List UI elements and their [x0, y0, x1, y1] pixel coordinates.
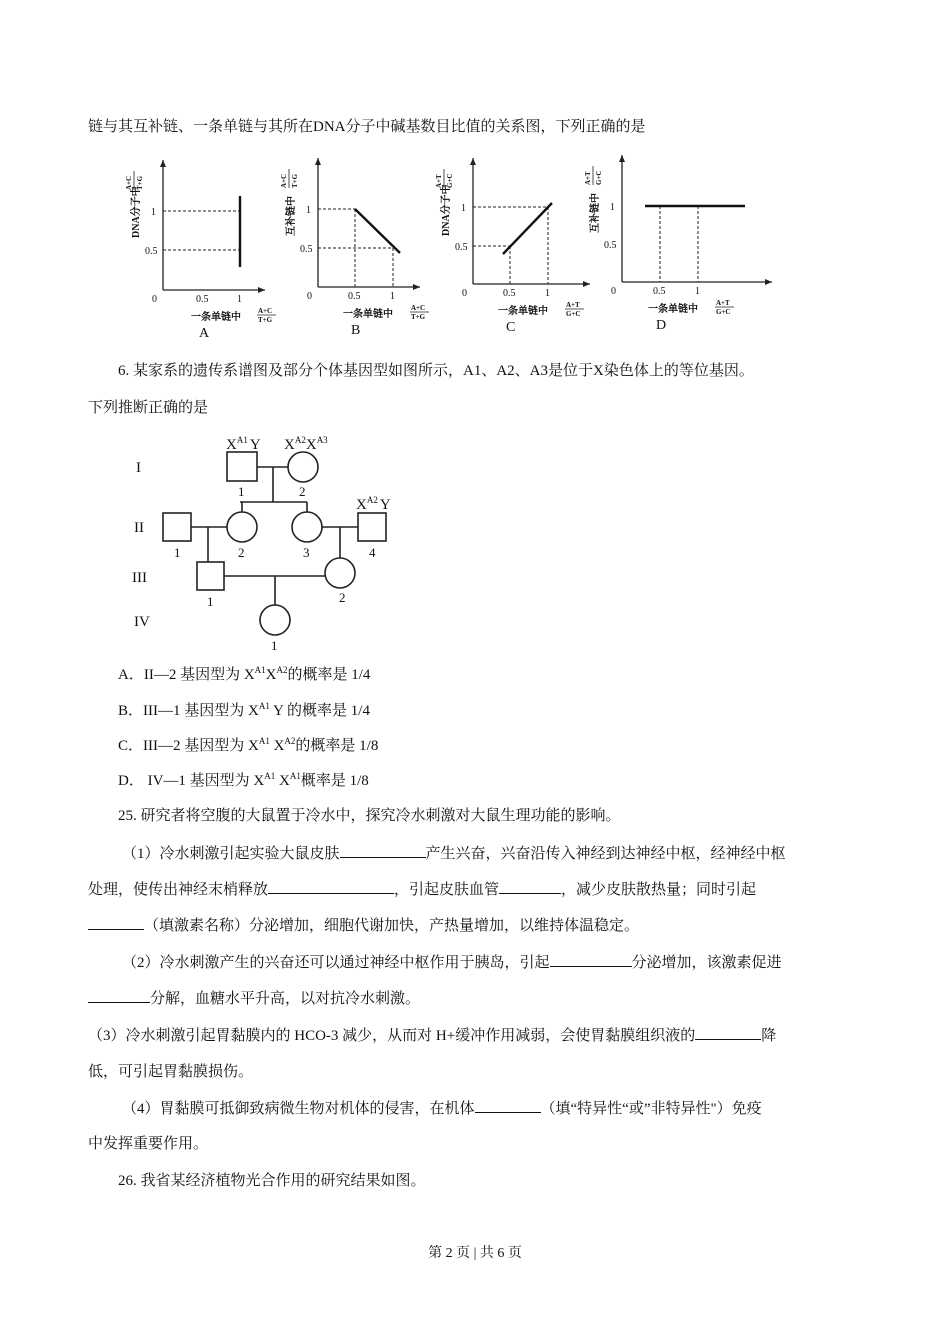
pedigree-I-2-female [288, 452, 318, 482]
x-axis-label: 一条单链中 [498, 306, 548, 317]
x-tick-label: 1 [545, 288, 550, 299]
y-axis-fraction-den: G+C [446, 173, 454, 188]
y-axis-fraction-num: A+T [584, 171, 592, 185]
option-b: B．III—1 基因型为 $X^{A1}$ Y 的概率是 1/4 [118, 701, 370, 719]
pedigree-II-4-male [358, 513, 386, 541]
arrow-icon [258, 287, 265, 293]
option-c: C．III—2 基因型为 $X^{A1}$ $X^{A2}$的概率是 1/8 [118, 736, 379, 754]
y-tick-label: 0.5 [145, 246, 158, 257]
x-axis-label: 一条单链中 [343, 309, 393, 320]
arrow-icon [583, 281, 590, 287]
y-axis-label: 互补链中 [590, 193, 601, 233]
y-axis-label: DNA分子中 [131, 186, 142, 238]
individual-number: 1 [238, 484, 245, 499]
x-tick-label: 0.5 [196, 294, 209, 305]
answer-blank[interactable] [499, 879, 561, 894]
q25-part3-line2: 低，可引起胃黏膜损伤。 [88, 1064, 254, 1080]
graph-b [289, 158, 429, 312]
q26-stem: 26. 我省某经济植物光合作用的研究结果如图。 [118, 1173, 426, 1189]
answer-blank[interactable] [695, 1025, 761, 1040]
x-axis-fraction-den: G+C [716, 308, 731, 316]
arrow-icon [315, 158, 321, 165]
individual-number: 3 [303, 545, 310, 560]
x-tick-label: 1 [237, 294, 242, 305]
individual-number: 2 [238, 545, 245, 560]
q25-part3-line1: （3）冷水刺激引起胃黏膜内的 HCO-3 减少，从而对 H+缓冲作用减弱，会使胃黏膜组织液的 降 [88, 1025, 776, 1046]
option-d: D． IV—1 基因型为 $X^{A1}$ $X^{A1}$概率是 1/8 [118, 771, 369, 789]
x-axis-fraction-den: G+C [566, 310, 581, 318]
pedigree-IV-1-female [260, 605, 290, 635]
generation-label: IV [134, 614, 150, 630]
genotype-label: $X^{A1}$ Y [226, 435, 261, 453]
answer-blank[interactable] [88, 915, 144, 930]
x-tick-label: 0 [307, 291, 312, 302]
x-tick-label: 0 [462, 288, 467, 299]
arrow-icon [470, 158, 476, 165]
x-axis-label: 一条单链中 [648, 304, 698, 315]
individual-number: 2 [299, 484, 306, 499]
page-footer: 第 2 页 | 共 6 页 [428, 1246, 522, 1261]
pedigree-II-1-male [163, 513, 191, 541]
arrow-icon [413, 284, 420, 290]
q6-stem-line2: 下列推断正确的是 [88, 400, 209, 416]
y-tick-label: 1 [610, 202, 615, 213]
x-axis-fraction-den: T+G [411, 313, 426, 321]
y-tick-label: 1 [306, 205, 311, 216]
q25-part1-line1: （1）冷水刺激引起实验大鼠皮肤 产生兴奋，兴奋沿传入神经到达神经中枢，经神经中枢 [122, 843, 786, 864]
individual-number: 2 [339, 590, 346, 605]
arrow-icon [160, 160, 166, 167]
y-tick-label: 1 [151, 207, 156, 218]
x-axis-label: 一条单链中 [191, 312, 241, 323]
data-line [503, 203, 552, 254]
q25-part2-line1: （2）冷水刺激产生的兴奋还可以通过神经中枢作用于胰岛，引起 分泌增加，该激素促进 [122, 952, 782, 973]
q25-intro: 25. 研究者将空腹的大鼠置于冷水中，探究冷水刺激对大鼠生理功能的影响。 [118, 808, 621, 824]
graph-c [444, 158, 590, 309]
generation-label: III [132, 570, 147, 586]
x-axis-fraction-num: A+C [258, 307, 273, 315]
y-axis-label: 互补链中 [286, 196, 297, 236]
graph-d [593, 155, 772, 307]
individual-number: 1 [207, 594, 214, 609]
graph-letter: C [506, 320, 516, 335]
generation-label: II [134, 520, 144, 536]
graph-a [134, 160, 276, 315]
q5-graphs [0, 0, 950, 345]
arrow-icon [765, 279, 772, 285]
q25-part1-line3: （填激素名称）分泌增加，细胞代谢加快，产热量增加，以维持体温稳定。 [88, 915, 639, 936]
y-axis-label: DNA分子中 [441, 184, 452, 236]
y-axis-fraction-den: T+G [136, 175, 144, 190]
x-axis-fraction-num: A+T [716, 299, 730, 307]
x-axis-fraction-num: A+T [566, 301, 580, 309]
x-axis-fraction-den: T+G [258, 316, 273, 324]
x-tick-label: 0 [611, 286, 616, 297]
y-axis-fraction-den: T+G [291, 173, 299, 188]
x-tick-label: 0.5 [503, 288, 516, 299]
pedigree-I-1-male [227, 452, 257, 481]
graph-letter: B [351, 323, 361, 338]
x-tick-label: 0.5 [348, 291, 361, 302]
y-tick-label: 0.5 [300, 244, 313, 255]
pedigree-III-2-female [325, 558, 355, 588]
pedigree-II-3-female [292, 512, 322, 542]
genotype-label: $X^{A2}$ Y [356, 495, 391, 513]
option-a: A．II—2 基因型为 $X^{A1}X^{A2}$的概率是 1/4 [118, 665, 371, 683]
graph-letter: D [656, 318, 667, 333]
q25-part4-line1: （4）胃黏膜可抵御致病微生物对机体的侵害，在机体 （填“特异性“或”非特异性"）免疫 [122, 1098, 762, 1119]
x-tick-label: 1 [695, 286, 700, 297]
genotype-label: $X^{A2}X^{A3}$ [284, 435, 328, 453]
x-axis-fraction-num: A+C [411, 304, 426, 312]
individual-number: 1 [174, 545, 181, 560]
y-axis-fraction-den: G+C [595, 170, 603, 185]
generation-label: I [136, 460, 141, 476]
individual-number: 1 [271, 638, 278, 653]
y-tick-label: 0.5 [604, 240, 617, 251]
x-tick-label: 1 [390, 291, 395, 302]
y-tick-label: 0.5 [455, 242, 468, 253]
q5-stem-tail: 链与其互补链、一条单链与其所在DNA分子中碱基数目比值的关系图，下列正确的是 [88, 119, 646, 135]
q25-part4-line2: 中发挥重要作用。 [88, 1136, 209, 1152]
graph-letter: A [199, 326, 210, 341]
pedigree-III-1-male [197, 562, 224, 590]
y-axis-fraction-num: A+T [435, 174, 443, 188]
y-axis-fraction-num: A+C [280, 173, 288, 188]
x-tick-label: 0.5 [653, 286, 666, 297]
x-tick-label: 0 [152, 294, 157, 305]
arrow-icon [619, 155, 625, 162]
q25-part1-line2: 处理，使传出神经末梢释放 ，引起皮肤血管 ，减少皮肤散热量；同时引起 [88, 879, 756, 900]
pedigree-II-2-female [227, 512, 257, 542]
answer-blank[interactable] [268, 879, 394, 894]
answer-blank[interactable] [340, 843, 426, 858]
q6-stem-line1: 6. 某家系的遗传系谱图及部分个体基因型如图所示，A1、A2、A3是位于X染色体上的等位基因。 [118, 363, 754, 379]
q25-part2-line2: 分解，血糖水平升高，以对抗冷水刺激。 [88, 988, 420, 1009]
answer-blank[interactable] [475, 1098, 541, 1113]
y-tick-label: 1 [461, 203, 466, 214]
data-line [355, 209, 400, 253]
answer-blank[interactable] [550, 952, 632, 967]
y-axis-fraction-num: A+C [125, 175, 133, 190]
individual-number: 4 [369, 545, 376, 560]
answer-blank[interactable] [88, 988, 150, 1003]
